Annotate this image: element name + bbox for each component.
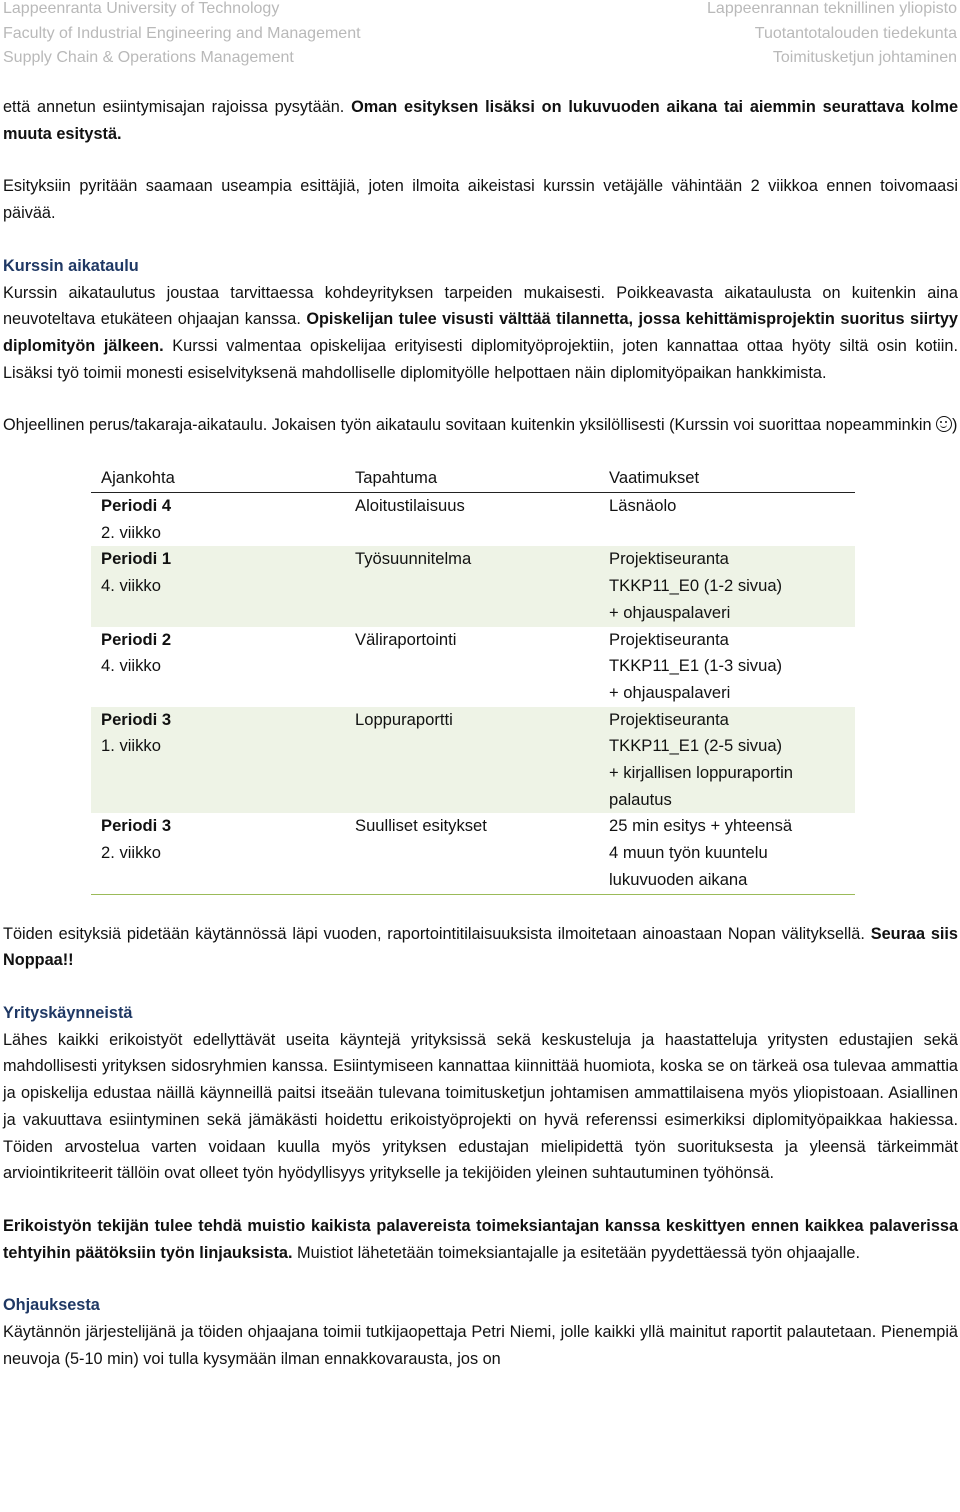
requirement-line: Projektiseuranta bbox=[609, 709, 729, 729]
requirement-line: Projektiseuranta bbox=[609, 629, 729, 649]
schedule-note-end: ) bbox=[952, 416, 958, 435]
table-cell-time bbox=[91, 813, 345, 894]
visits-paragraph: Lähes kaikki erikoistyöt edellyttävät useita käyntejä yrityksissä sekä keskusteluja ja haastatteluja yritysten edustajien sekä mahdollisesti yrityksen sidosryhmien kanssa. Esiintymiseen kannattaa kiinnittää huomiota, koska se on tärkeä osa tulevaa ammattia ja opiskelija edustaa näillä käynneillä paitsi itseään tulevana toimitusketjun johtamisen ammattilaisena myös yliopistoaan. Asiallinen ja vakuuttava esiintyminen sekä jämäkästi hoidettu erikoistyöprojekti on hyvä referenssi esimerkiksi diplomityöpaikkaa hakiessa. Töiden arvostelua varten voidaan kuulla myös yrityksen edustajan mielipidettä työn suorituksesta ja yleensä tärkeimmät arviointikriteerit tällöin ovat olleet työn hyödyllisyys yritykselle ja tekijöiden yleinen suhtautuminen työhönsä. bbox=[3, 1030, 958, 1183]
table-cell-requirements bbox=[599, 813, 855, 894]
column-header-event: Tapahtuma bbox=[345, 465, 599, 493]
memo-bold-text: Erikoistyön tekijän tulee tehdä muistio kaikista palavereista toimeksiantajan kanssa keskittyen ennen kaikkea palaverissa tehtyihin päätöksiin työn linjauksista. bbox=[3, 1216, 958, 1262]
visits-heading: Yrityskäynneistä bbox=[3, 1003, 133, 1022]
schedule-table bbox=[91, 465, 855, 895]
schedule-heading: Kurssin aikataulu bbox=[3, 256, 139, 275]
column-header-requirements: Vaatimukset bbox=[599, 465, 855, 493]
week-label: 4. viikko bbox=[101, 656, 161, 676]
requirement-line: TKKP11_E1 (1-3 sivua) bbox=[609, 656, 783, 676]
memo-text: Muistiot lähetetään toimeksiantajalle ja esitetään pyydettäessä työn ohjaajalle. bbox=[292, 1243, 860, 1262]
table-cell-requirements bbox=[599, 707, 855, 814]
header-left bbox=[3, 0, 361, 71]
table-cell-requirements bbox=[599, 546, 855, 626]
header-university-en: Lappeenranta University of Technology bbox=[3, 0, 280, 17]
document-body bbox=[3, 94, 958, 1372]
requirement-line: TKKP11_E0 (1-2 sivua) bbox=[609, 576, 783, 596]
intro-text: että annetun esiintymisajan rajoissa pysytään. bbox=[3, 98, 352, 116]
table-cell-event: Työsuunnitelma bbox=[345, 546, 599, 626]
intro-paragraph bbox=[3, 94, 958, 147]
week-label: 2. viikko bbox=[101, 522, 161, 542]
table-header-row bbox=[91, 465, 855, 493]
requirement-line: palautus bbox=[609, 789, 672, 809]
table-cell-time bbox=[91, 493, 345, 547]
schedule-bold-text: Opiskelijan tulee visusti välttää tilannetta, jossa kehittämisprojektin suoritus siirtyy diplomityön jälkeen. bbox=[3, 310, 958, 355]
table-cell-event: Väliraportointi bbox=[355, 629, 457, 649]
table-row bbox=[91, 493, 855, 547]
requirement-line: 25 min esitys + yhteensä bbox=[609, 816, 793, 836]
schedule-note bbox=[3, 412, 958, 439]
memo-paragraph bbox=[3, 1213, 958, 1266]
period-label: Periodi 3 bbox=[101, 816, 172, 836]
table-cell-requirements bbox=[599, 493, 855, 547]
requirement-line: + ohjauspalaveri bbox=[609, 602, 731, 622]
period-label: Periodi 1 bbox=[101, 549, 172, 569]
column-header-time: Ajankohta bbox=[91, 465, 345, 493]
schedule-text-b: Kurssi valmentaa opiskelijaa erityisesti diplomityöprojektiin, joten kannattaa ottaa hyöty siltä osin kotiin. Lisäksi työ toimii monesti esiselvityksenä mahdolliselle diplomityölle helpottaen näin diplomityöpaikan hankkimista. bbox=[3, 336, 958, 382]
header-right bbox=[707, 0, 957, 71]
header-university-fi: Lappeenrannan teknillinen yliopisto bbox=[707, 0, 957, 17]
table-cell-requirements bbox=[599, 627, 855, 707]
intro-bold-text: Oman esityksen lisäksi on lukuvuoden aikana tai aiemmin seurattava kolme muuta esitystä. bbox=[3, 98, 958, 143]
table-row bbox=[91, 707, 855, 814]
requirement-line: Läsnäolo bbox=[609, 496, 677, 516]
requirement-line: TKKP11_E1 (2-5 sivua) bbox=[609, 736, 783, 756]
guidance-heading: Ohjauksesta bbox=[3, 1296, 100, 1315]
period-label: Periodi 2 bbox=[101, 629, 172, 649]
page-header bbox=[0, 0, 960, 72]
week-label: 4. viikko bbox=[101, 576, 161, 596]
presentations-text: Töiden esityksiä pidetään käytännössä läpi vuoden, raportointitilaisuuksista ilmoitetaan ainoastaan Nopan välityksellä. bbox=[3, 924, 871, 943]
requirement-line: + kirjallisen loppuraportin bbox=[609, 763, 794, 783]
schedule-note-text: Ohjeellinen perus/takaraja-aikataulu. Jokaisen työn aikataulu sovitaan kuitenkin yksilöllisesti (Kurssin voi suorittaa nopeamminkin bbox=[3, 416, 937, 435]
requirement-line: Projektiseuranta bbox=[609, 549, 729, 569]
table-cell-time bbox=[91, 707, 345, 814]
smiley-icon bbox=[936, 416, 952, 432]
table-cell-event: Loppuraportti bbox=[345, 707, 599, 814]
header-department-fi: Toimitusketjun johtaminen bbox=[772, 49, 957, 66]
table-cell-time bbox=[91, 627, 345, 707]
table-cell-event: Aloitustilaisuus bbox=[355, 496, 465, 516]
header-faculty-fi: Tuotantotalouden tiedekunta bbox=[754, 24, 957, 42]
week-label: 1. viikko bbox=[101, 736, 161, 756]
requirement-line: + ohjauspalaveri bbox=[609, 682, 731, 702]
requirement-line: 4 muun työn kuuntelu bbox=[609, 843, 768, 863]
week-label: 2. viikko bbox=[101, 843, 161, 863]
presentations-paragraph bbox=[3, 921, 958, 974]
schedule-text-a: Kurssin aikataulutus joustaa tarvittaessa kohdeyrityksen tarpeiden mukaisesti. Poikkeavasta aikataulusta on kuitenkin aina neuvoteltava etukäteen ohjaajan kanssa. bbox=[3, 283, 958, 329]
header-department-en: Supply Chain & Operations Management bbox=[3, 49, 294, 66]
period-label: Periodi 3 bbox=[101, 709, 172, 729]
period-label: Periodi 4 bbox=[101, 496, 172, 516]
requirement-line: lukuvuoden aikana bbox=[609, 869, 748, 889]
table-cell-time bbox=[91, 546, 345, 626]
table-row bbox=[91, 546, 855, 626]
header-faculty-en: Faculty of Industrial Engineering and Management bbox=[3, 24, 361, 42]
presentations-bold-text: Seuraa siis Noppaa!! bbox=[3, 924, 958, 970]
table-row bbox=[91, 627, 855, 707]
table-row bbox=[91, 813, 855, 894]
presenters-paragraph: Esityksiin pyritään saamaan useampia esittäjiä, joten ilmoita aikeistasi kurssin vetäjälle vähintään 2 viikkoa ennen toivomaasi päivää. bbox=[3, 177, 958, 223]
schedule-paragraph bbox=[3, 280, 958, 387]
guidance-paragraph: Käytännön järjestelijänä ja töiden ohjaajana toimii tutkijaopettaja Petri Niemi, jolle kaikki yllä mainitut raportit palautetaan. Pienempiä neuvoja (5-10 min) voi tulla kysymään ilman ennakkovarausta, jos on bbox=[3, 1323, 958, 1368]
table-cell-event: Suulliset esitykset bbox=[345, 813, 599, 894]
